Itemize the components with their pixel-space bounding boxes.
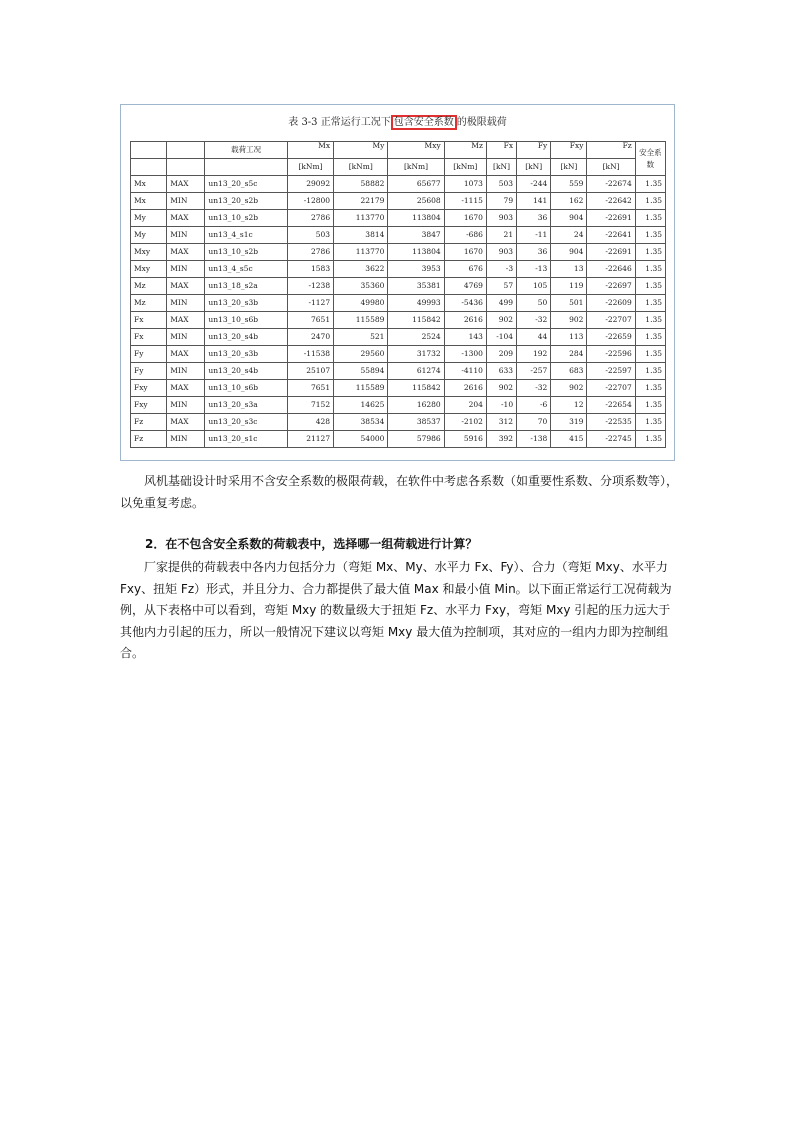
paragraph-1	[120, 471, 680, 514]
header-col-mxy: Mxy	[388, 142, 444, 159]
table-cell: My	[131, 227, 167, 244]
table-cell: -13	[517, 261, 551, 278]
table-cell: 113804	[388, 244, 444, 261]
table-cell: Mx	[131, 193, 167, 210]
table-cell: Fy	[131, 363, 167, 380]
table-cell: un13_20_s2b	[205, 193, 287, 210]
table-row	[131, 278, 666, 295]
table-cell: -22641	[587, 227, 635, 244]
table-cell: -257	[517, 363, 551, 380]
table-cell: -22691	[587, 210, 635, 227]
paragraph-1-text: 风机基础设计时采用不含安全系数的极限荷载，在软件中考虑各系数（如重要性系数、分项系数等），以免重复考虑。	[120, 474, 679, 510]
table-cell: 7651	[287, 380, 333, 397]
table-cell: 319	[551, 414, 587, 431]
table-cell: -244	[517, 176, 551, 193]
table-cell: 1073	[444, 176, 486, 193]
table-cell: -22535	[587, 414, 635, 431]
table-cell: MAX	[167, 414, 205, 431]
table-cell: 44	[517, 329, 551, 346]
table-cell: 38537	[388, 414, 444, 431]
table-cell: un13_20_s3c	[205, 414, 287, 431]
paragraph-2	[120, 557, 680, 665]
table-cell: 1670	[444, 210, 486, 227]
table-cell: 79	[486, 193, 516, 210]
table-cell: 209	[486, 346, 516, 363]
table-cell: My	[131, 210, 167, 227]
table-cell: MIN	[167, 397, 205, 414]
table-cell: 35360	[334, 278, 388, 295]
table-cell: 415	[551, 431, 587, 448]
table-row	[131, 431, 666, 448]
table-cell: un13_10_s2b	[205, 210, 287, 227]
table-cell: 1.35	[635, 244, 665, 261]
table-cell: 1.35	[635, 193, 665, 210]
table-cell: 65677	[388, 176, 444, 193]
table-cell: Fx	[131, 329, 167, 346]
table-figure	[120, 104, 675, 461]
table-cell: 1.35	[635, 278, 665, 295]
table-cell: 49993	[388, 295, 444, 312]
table-cell: -11538	[287, 346, 333, 363]
table-cell: Mz	[131, 295, 167, 312]
table-cell: 55894	[334, 363, 388, 380]
table-cell: 1.35	[635, 431, 665, 448]
table-cell: 904	[551, 244, 587, 261]
paragraph-2-text: 厂家提供的荷载表中各内力包括分力（弯矩 Mx、My、水平力 Fx、Fy）、合力（弯矩 Mxy、水平力 Fxy、扭矩 Fz）形式，并且分力、合力都提供了最大值 Max 和最小值 Min。以下面正常运行工况荷载为例，从下表格中可以看到，弯矩 Mxy 的数量级大于扭矩 Fz、水平力 Fxy，弯矩 Mxy 引起的压力远大于其他内力引起的压力，所以一般情况下建议以弯矩 Mxy 最大值为控制项，其对应的一组内力即为控制组合。	[120, 560, 672, 660]
table-caption	[121, 113, 674, 128]
caption-before: 表 3-3 正常运行工况下	[288, 117, 391, 128]
table-cell: 113770	[334, 244, 388, 261]
table-cell: 1.35	[635, 210, 665, 227]
table-cell: -22691	[587, 244, 635, 261]
table-cell: MIN	[167, 193, 205, 210]
table-cell: -104	[486, 329, 516, 346]
table-cell: 29092	[287, 176, 333, 193]
table-cell: Mx	[131, 176, 167, 193]
table-cell: 21127	[287, 431, 333, 448]
table-cell: MIN	[167, 431, 205, 448]
table-cell: 7651	[287, 312, 333, 329]
table-cell: 1.35	[635, 261, 665, 278]
load-table	[130, 141, 666, 448]
table-cell: 499	[486, 295, 516, 312]
table-cell: 50	[517, 295, 551, 312]
table-cell: 70	[517, 414, 551, 431]
section-heading: 2．在不包含安全系数的荷载表中，选择哪一组荷载进行计算？	[145, 537, 478, 551]
table-cell: -11	[517, 227, 551, 244]
table-cell: 1670	[444, 244, 486, 261]
table-cell: 1583	[287, 261, 333, 278]
caption-after: 的极限载荷	[456, 117, 507, 128]
table-cell: Fx	[131, 312, 167, 329]
table-cell: 31732	[388, 346, 444, 363]
table-cell: -12800	[287, 193, 333, 210]
table-cell: Fz	[131, 431, 167, 448]
table-cell: un13_20_s5c	[205, 176, 287, 193]
table-cell: MAX	[167, 278, 205, 295]
table-cell: 35381	[388, 278, 444, 295]
table-cell: 3953	[388, 261, 444, 278]
unit-mx: [kNm]	[287, 159, 333, 176]
table-cell: Mxy	[131, 261, 167, 278]
header-col-fxy: Fxy	[551, 142, 587, 159]
table-cell: Fxy	[131, 380, 167, 397]
unit-fxy: [kN]	[551, 159, 587, 176]
table-cell: 902	[486, 312, 516, 329]
caption-highlight-box: 包含安全系数	[391, 115, 457, 130]
table-cell: 633	[486, 363, 516, 380]
table-cell: -1238	[287, 278, 333, 295]
table-cell: MIN	[167, 261, 205, 278]
table-cell: 904	[551, 210, 587, 227]
unit-fz: [kN]	[587, 159, 635, 176]
table-cell: -10	[486, 397, 516, 414]
table-cell: un13_20_s3a	[205, 397, 287, 414]
table-cell: -22745	[587, 431, 635, 448]
table-cell: 428	[287, 414, 333, 431]
table-cell: Mz	[131, 278, 167, 295]
header-col-fz: Fz	[587, 142, 635, 159]
table-cell: 392	[486, 431, 516, 448]
table-cell: -22659	[587, 329, 635, 346]
table-cell: -22597	[587, 363, 635, 380]
table-cell: -22674	[587, 176, 635, 193]
table-cell: 683	[551, 363, 587, 380]
table-cell: 559	[551, 176, 587, 193]
table-cell: 2616	[444, 312, 486, 329]
table-cell: 902	[551, 312, 587, 329]
table-cell: -2102	[444, 414, 486, 431]
table-cell: Fxy	[131, 397, 167, 414]
table-cell: 57	[486, 278, 516, 295]
unit-mxy: [kNm]	[388, 159, 444, 176]
table-cell: 503	[486, 176, 516, 193]
header-col-mx: Mx	[287, 142, 333, 159]
table-cell: 2470	[287, 329, 333, 346]
table-cell: 13	[551, 261, 587, 278]
table-cell: Mxy	[131, 244, 167, 261]
table-cell: 1.35	[635, 380, 665, 397]
table-cell: un13_20_s3b	[205, 295, 287, 312]
table-cell: 113804	[388, 210, 444, 227]
table-row	[131, 312, 666, 329]
header-condition: 载荷工况	[205, 142, 287, 159]
table-cell: 141	[517, 193, 551, 210]
table-row	[131, 346, 666, 363]
table-cell: 1.35	[635, 397, 665, 414]
table-cell: -32	[517, 380, 551, 397]
table-cell: -22707	[587, 312, 635, 329]
table-cell: -22646	[587, 261, 635, 278]
table-cell: -138	[517, 431, 551, 448]
table-cell: -4110	[444, 363, 486, 380]
table-cell: 192	[517, 346, 551, 363]
table-row	[131, 363, 666, 380]
table-cell: un13_20_s4b	[205, 363, 287, 380]
unit-mz: [kNm]	[444, 159, 486, 176]
table-cell: MAX	[167, 244, 205, 261]
table-cell: MIN	[167, 363, 205, 380]
table-cell: -1300	[444, 346, 486, 363]
table-cell: 903	[486, 244, 516, 261]
table-cell: 38534	[334, 414, 388, 431]
header-row	[131, 142, 666, 159]
table-cell: 115589	[334, 312, 388, 329]
table-cell: 24	[551, 227, 587, 244]
table-cell: -5436	[444, 295, 486, 312]
table-cell: 2786	[287, 244, 333, 261]
table-cell: -22654	[587, 397, 635, 414]
table-cell: -6	[517, 397, 551, 414]
header-col-my: My	[334, 142, 388, 159]
table-cell: 503	[287, 227, 333, 244]
table-cell: un13_4_s1c	[205, 227, 287, 244]
table-cell: -22707	[587, 380, 635, 397]
table-cell: 5916	[444, 431, 486, 448]
table-body	[131, 176, 666, 448]
table-cell: un13_20_s1c	[205, 431, 287, 448]
table-cell: 1.35	[635, 312, 665, 329]
header-col-fy: Fy	[517, 142, 551, 159]
table-cell: 204	[444, 397, 486, 414]
header-col-mz: Mz	[444, 142, 486, 159]
table-row	[131, 295, 666, 312]
table-cell: 36	[517, 244, 551, 261]
table-row	[131, 329, 666, 346]
table-cell: MAX	[167, 176, 205, 193]
table-row	[131, 193, 666, 210]
table-row	[131, 176, 666, 193]
table-cell: -22697	[587, 278, 635, 295]
table-row	[131, 210, 666, 227]
table-cell: -32	[517, 312, 551, 329]
table-cell: 113	[551, 329, 587, 346]
table-cell: 105	[517, 278, 551, 295]
table-cell: Fz	[131, 414, 167, 431]
table-row	[131, 227, 666, 244]
table-row	[131, 414, 666, 431]
table-cell: 36	[517, 210, 551, 227]
table-cell: 162	[551, 193, 587, 210]
table-cell: 1.35	[635, 176, 665, 193]
unit-fy: [kN]	[517, 159, 551, 176]
table-cell: un13_10_s2b	[205, 244, 287, 261]
table-cell: MAX	[167, 210, 205, 227]
table-cell: 143	[444, 329, 486, 346]
table-cell: MIN	[167, 227, 205, 244]
table-cell: 21	[486, 227, 516, 244]
table-cell: 29560	[334, 346, 388, 363]
table-cell: Fy	[131, 346, 167, 363]
table-cell: 521	[334, 329, 388, 346]
table-cell: 115842	[388, 380, 444, 397]
table-cell: -1127	[287, 295, 333, 312]
table-row	[131, 380, 666, 397]
header-empty-1	[131, 142, 167, 159]
table-cell: 2616	[444, 380, 486, 397]
header-safety: 安全系数	[635, 142, 665, 176]
table-cell: 3847	[388, 227, 444, 244]
table-cell: 1.35	[635, 363, 665, 380]
table-cell: 1.35	[635, 227, 665, 244]
table-cell: 12	[551, 397, 587, 414]
table-cell: 14625	[334, 397, 388, 414]
table-cell: 902	[551, 380, 587, 397]
table-cell: -22596	[587, 346, 635, 363]
unit-my: [kNm]	[334, 159, 388, 176]
table-cell: un13_4_s5c	[205, 261, 287, 278]
table-cell: 16280	[388, 397, 444, 414]
table-cell: 1.35	[635, 414, 665, 431]
table-cell: 1.35	[635, 346, 665, 363]
table-cell: 25608	[388, 193, 444, 210]
table-row	[131, 397, 666, 414]
unit-fx: [kN]	[486, 159, 516, 176]
table-cell: 7152	[287, 397, 333, 414]
table-cell: 284	[551, 346, 587, 363]
table-cell: -1115	[444, 193, 486, 210]
table-row	[131, 261, 666, 278]
table-cell: -22609	[587, 295, 635, 312]
table-cell: 903	[486, 210, 516, 227]
table-cell: 676	[444, 261, 486, 278]
table-cell: 57986	[388, 431, 444, 448]
table-cell: 119	[551, 278, 587, 295]
table-cell: MIN	[167, 329, 205, 346]
header-col-fx: Fx	[486, 142, 516, 159]
table-cell: 2786	[287, 210, 333, 227]
table-cell: un13_10_s6b	[205, 312, 287, 329]
table-cell: 3814	[334, 227, 388, 244]
unit-empty-2	[167, 159, 205, 176]
table-cell: 1.35	[635, 329, 665, 346]
table-cell: un13_10_s6b	[205, 380, 287, 397]
table-cell: MAX	[167, 380, 205, 397]
table-cell: -22642	[587, 193, 635, 210]
table-cell: un13_18_s2a	[205, 278, 287, 295]
table-cell: 22179	[334, 193, 388, 210]
table-cell: 501	[551, 295, 587, 312]
table-cell: MAX	[167, 312, 205, 329]
table-cell: un13_20_s4b	[205, 329, 287, 346]
unit-row	[131, 159, 666, 176]
unit-empty-1	[131, 159, 167, 176]
table-cell: 4769	[444, 278, 486, 295]
table-row	[131, 244, 666, 261]
table-cell: 312	[486, 414, 516, 431]
table-cell: 1.35	[635, 295, 665, 312]
table-cell: 902	[486, 380, 516, 397]
table-cell: -3	[486, 261, 516, 278]
table-cell: 115842	[388, 312, 444, 329]
unit-empty-3	[205, 159, 287, 176]
table-cell: 2524	[388, 329, 444, 346]
table-cell: 113770	[334, 210, 388, 227]
table-cell: un13_20_s3b	[205, 346, 287, 363]
table-cell: 3622	[334, 261, 388, 278]
header-empty-2	[167, 142, 205, 159]
table-cell: 58882	[334, 176, 388, 193]
table-cell: 49980	[334, 295, 388, 312]
table-cell: 61274	[388, 363, 444, 380]
table-cell: 54000	[334, 431, 388, 448]
table-cell: MAX	[167, 346, 205, 363]
table-cell: 25107	[287, 363, 333, 380]
table-cell: 115589	[334, 380, 388, 397]
table-cell: -686	[444, 227, 486, 244]
table-cell: MIN	[167, 295, 205, 312]
